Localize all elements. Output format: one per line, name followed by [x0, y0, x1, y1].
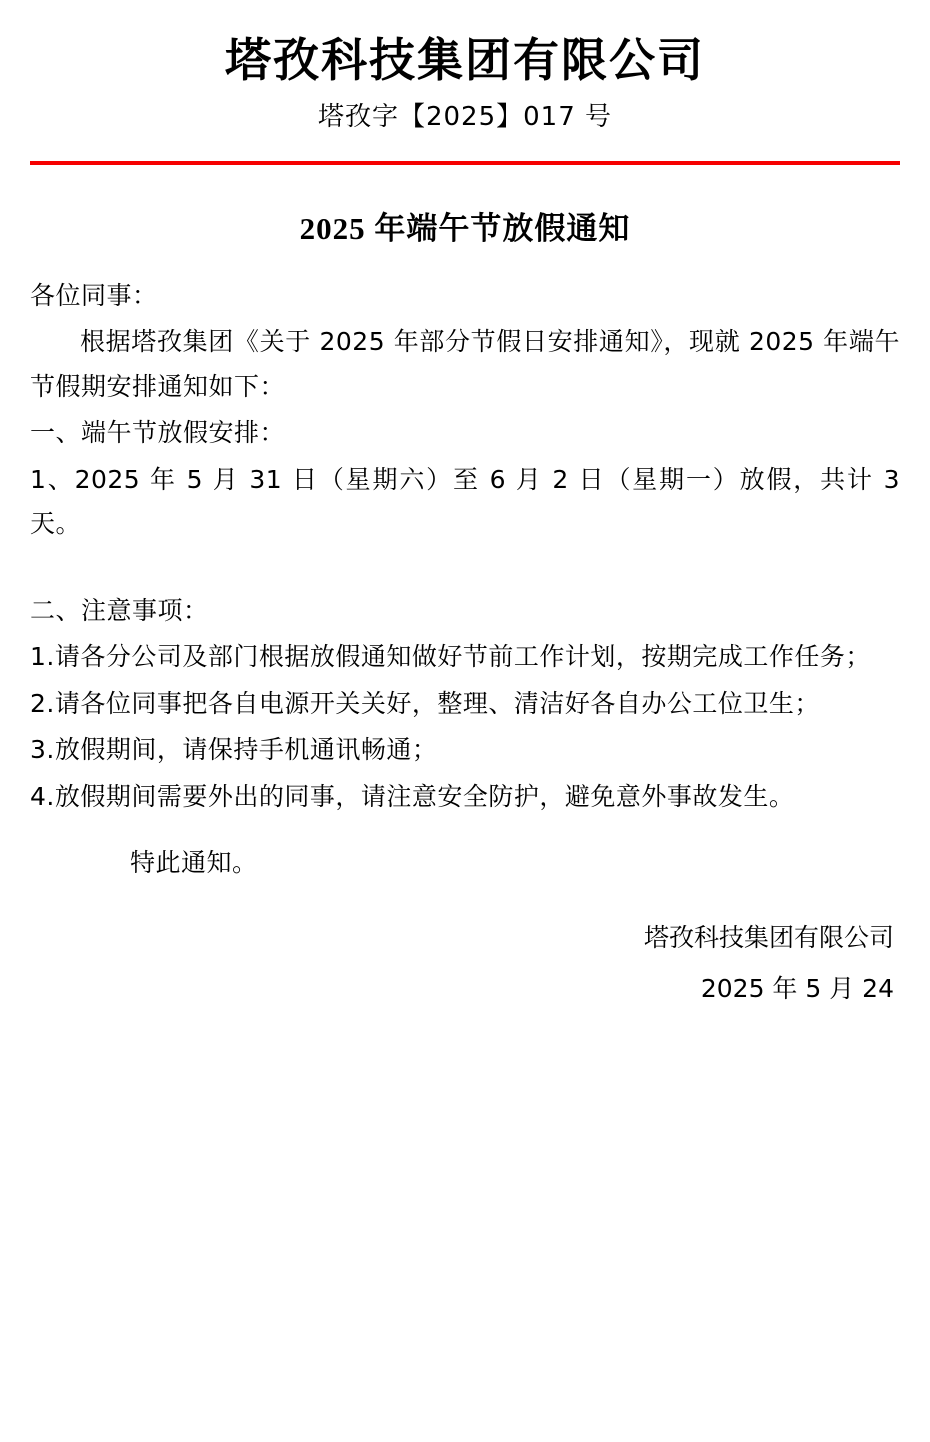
- document-body: [30, 274, 900, 886]
- holiday-schedule-item-1: 1、2025 年 5 月 31 日（星期六）至 6 月 2 日（星期一）放假，共计 3 天。: [30, 464, 900, 538]
- signature-company: 塔孜科技集团有限公司: [643, 922, 894, 952]
- signature-block: [30, 916, 900, 1012]
- section-heading-holiday-schedule: 一、端午节放假安排：: [30, 418, 286, 447]
- note-item-2: 2.请各位同事把各自电源开关关好，整理、清洁好各自办公工位卫生；: [30, 688, 820, 718]
- red-divider-rule: [30, 161, 900, 165]
- salutation: 各位同事：: [30, 280, 158, 310]
- document-number: 塔孜字【2025】017 号: [317, 101, 613, 132]
- section-heading-notes: 二、注意事项：: [30, 595, 209, 625]
- closing-statement: 特此通知。: [130, 848, 258, 877]
- organization-title: 塔孜科技集团有限公司: [225, 35, 705, 86]
- page-title: 2025 年端午节放假通知: [299, 210, 631, 246]
- note-item-4: 4.放假期间需要外出的同事，请注意安全防护，避免意外事故发生。: [30, 781, 795, 811]
- note-item-3: 3.放假期间，请保持手机通讯畅通；: [30, 735, 438, 764]
- note-item-1: 1.请各分公司及部门根据放假通知做好节前工作计划，按期完成工作任务；: [30, 642, 871, 671]
- paragraph-intro: 根据塔孜集团《关于 2025 年部分节假日安排通知》，现就 2025 年端午节假期安排通知如下：: [30, 327, 900, 401]
- signature-date: 2025 年 5 月 24: [700, 974, 894, 1004]
